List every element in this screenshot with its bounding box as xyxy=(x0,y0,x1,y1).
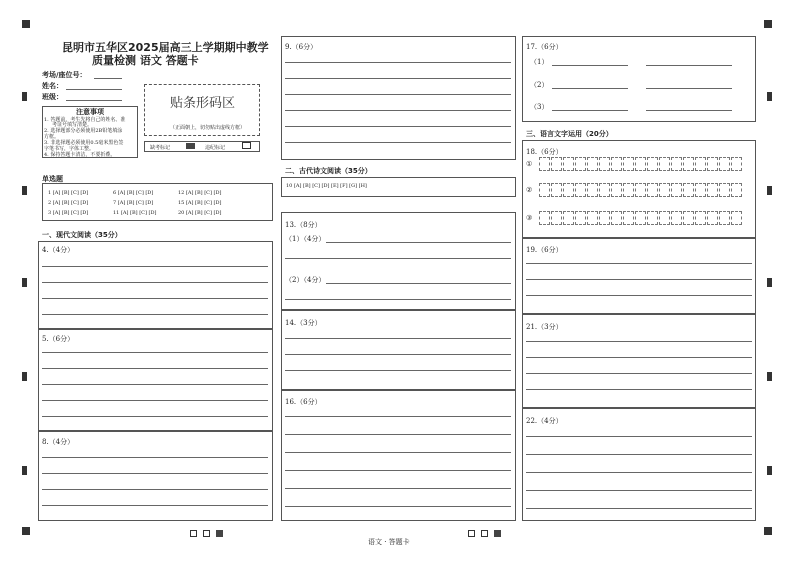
answer-line xyxy=(285,142,511,143)
answer-line xyxy=(646,65,732,66)
footer-square-icon xyxy=(216,530,223,537)
exam-seat-label: 考场/座位号： xyxy=(42,71,87,79)
question-label: （1） xyxy=(530,58,549,66)
question-label: 4.（4分） xyxy=(42,246,75,254)
page-subtitle: 质量检测 语文 答题卡 xyxy=(92,54,199,67)
choice-option[interactable]: 7 [A] [B] [C] [D] xyxy=(113,200,154,206)
notes-item: 4. 保持答题卡清洁，不要折叠。 xyxy=(44,152,116,158)
answer-line xyxy=(285,110,511,111)
answer-line xyxy=(42,298,268,299)
notes-item: 考证号填写清楚。 xyxy=(52,122,93,128)
answer-line xyxy=(552,65,628,66)
registration-mark xyxy=(764,20,772,28)
question-label: 16.（6分） xyxy=(285,398,322,406)
side-mark xyxy=(22,278,27,287)
question-label: ① xyxy=(526,160,533,168)
answer-line xyxy=(285,452,511,453)
answer-line xyxy=(526,341,752,342)
absent-label: 缺考标记 xyxy=(150,145,171,151)
answer-line xyxy=(526,508,752,509)
side-mark xyxy=(767,278,772,287)
question-label: 5.（6分） xyxy=(42,335,75,343)
side-mark xyxy=(767,372,772,381)
barcode-note: （正面朝上，切勿贴出虚线方框） xyxy=(170,125,246,131)
question-label: 9.（6分） xyxy=(285,43,318,51)
answer-line xyxy=(285,94,511,95)
choice-option[interactable]: 6 [A] [B] [C] [D] xyxy=(113,190,154,196)
notes-title: 注意事项 xyxy=(76,108,104,116)
question-label: 17.（6分） xyxy=(526,43,563,51)
answer-line xyxy=(285,258,511,259)
page-title: 昆明市五华区2025届高三上学期期中教学 xyxy=(62,41,269,54)
question-label: 14.（3分） xyxy=(285,319,322,327)
name-label: 姓名： xyxy=(42,82,63,90)
answer-line xyxy=(42,384,268,385)
answer-line xyxy=(646,110,732,111)
question-label: 8.（4分） xyxy=(42,438,75,446)
answer-line xyxy=(42,505,268,506)
footer-square-icon xyxy=(190,530,197,537)
question-label: 22.（4分） xyxy=(526,417,563,425)
answer-line xyxy=(285,434,511,435)
answer-line xyxy=(42,457,268,458)
answer-line xyxy=(285,416,511,417)
choice-option[interactable]: 11 [A] [B] [C] [D] xyxy=(113,210,157,216)
name-field[interactable] xyxy=(66,89,122,90)
side-mark xyxy=(767,92,772,101)
notes-item: 3. 非选择题必须使用0.5毫米黑色签 xyxy=(44,140,124,146)
answer-line xyxy=(526,357,752,358)
answer-line xyxy=(552,110,628,111)
registration-mark xyxy=(22,527,30,535)
side-mark xyxy=(22,186,27,195)
footer-square-icon xyxy=(468,530,475,537)
choice-option[interactable]: 1 [A] [B] [C] [D] xyxy=(48,190,89,196)
question-label: （1）（4分） xyxy=(285,235,326,243)
side-mark xyxy=(22,466,27,475)
answer-line xyxy=(552,88,628,89)
question-label: 13.（8分） xyxy=(285,221,322,229)
side-mark xyxy=(22,372,27,381)
notes-item: 字笔书写，字体工整。 xyxy=(44,146,95,152)
footer-square-icon xyxy=(203,530,210,537)
answer-line xyxy=(285,62,511,63)
absent-mark-icon xyxy=(186,143,195,149)
footer-square-icon xyxy=(494,530,501,537)
answer-line xyxy=(285,370,511,371)
answer-line xyxy=(285,470,511,471)
question-label: 18.（6分） xyxy=(526,148,563,156)
footer-square-icon xyxy=(481,530,488,537)
exam-seat-field[interactable] xyxy=(94,78,122,79)
choice-option[interactable]: 12 [A] [B] [C] [D] xyxy=(178,190,222,196)
answer-line xyxy=(326,242,511,243)
side-mark xyxy=(767,466,772,475)
answer-line xyxy=(526,279,752,280)
question-label: 21.（3分） xyxy=(526,323,563,331)
answer-line xyxy=(42,266,268,267)
answer-line xyxy=(326,283,511,284)
answer-line xyxy=(42,282,268,283)
notes-item: 方框。 xyxy=(44,134,60,140)
choice-option[interactable]: 20 [A] [B] [C] [D] xyxy=(178,210,222,216)
answer-line xyxy=(285,506,511,507)
notes-item: 1. 答题前，考生先将自己的姓名、准 xyxy=(44,117,126,123)
section-title: 三、语言文字运用（20分） xyxy=(526,130,613,138)
answer-line xyxy=(285,78,511,79)
choice-option[interactable]: 2 [A] [B] [C] [D] xyxy=(48,200,89,206)
choice-title: 单选题 xyxy=(42,175,63,183)
answer-line xyxy=(646,88,732,89)
answer-box-q16[interactable] xyxy=(281,390,516,521)
discipline-label: 违纪标记 xyxy=(205,145,226,151)
answer-line xyxy=(42,416,268,417)
question-label: （3） xyxy=(530,103,549,111)
choice-option[interactable]: 15 [A] [B] [C] [D] xyxy=(178,200,222,206)
answer-line xyxy=(285,354,511,355)
answer-line xyxy=(285,488,511,489)
footer-text: 语文 · 答题卡 xyxy=(368,538,410,546)
answer-line xyxy=(42,368,268,369)
answer-line xyxy=(285,126,511,127)
answer-line xyxy=(526,490,752,491)
question-label: 19.（6分） xyxy=(526,246,563,254)
choice-option[interactable]: 10 [A] [B] [C] [D] [E] [F] [G] [H] xyxy=(286,183,367,189)
answer-line xyxy=(42,400,268,401)
choice-option[interactable]: 3 [A] [B] [C] [D] xyxy=(48,210,89,216)
character-grid-row[interactable] xyxy=(539,157,743,171)
answer-line xyxy=(526,436,752,437)
answer-line xyxy=(526,454,752,455)
answer-line xyxy=(526,373,752,374)
side-mark xyxy=(22,92,27,101)
answer-line xyxy=(526,263,752,264)
notes-item: 2. 选择题部分必须使用2B铅笔填涂 xyxy=(44,128,123,134)
registration-mark xyxy=(22,20,30,28)
class-label: 班级： xyxy=(42,93,63,101)
answer-line xyxy=(42,473,268,474)
character-grid-row[interactable] xyxy=(539,211,743,225)
answer-line xyxy=(42,352,268,353)
answer-line xyxy=(526,472,752,473)
question-label: （2） xyxy=(530,81,549,89)
section-title: 二、古代诗文阅读（35分） xyxy=(285,167,372,175)
question-label: ② xyxy=(526,186,533,194)
discipline-mark-box[interactable] xyxy=(242,142,251,149)
answer-line xyxy=(526,295,752,296)
character-grid-row[interactable] xyxy=(539,183,743,197)
section-title: 一、现代文阅读（35分） xyxy=(42,231,122,239)
class-field[interactable] xyxy=(66,100,122,101)
answer-line xyxy=(285,299,511,300)
barcode-label: 贴条形码区 xyxy=(170,96,236,111)
question-label: ③ xyxy=(526,214,533,222)
registration-mark xyxy=(764,527,772,535)
answer-line xyxy=(42,489,268,490)
answer-line xyxy=(42,314,268,315)
question-label: （2）（4分） xyxy=(285,276,326,284)
answer-line xyxy=(526,389,752,390)
answer-line xyxy=(285,338,511,339)
side-mark xyxy=(767,186,772,195)
